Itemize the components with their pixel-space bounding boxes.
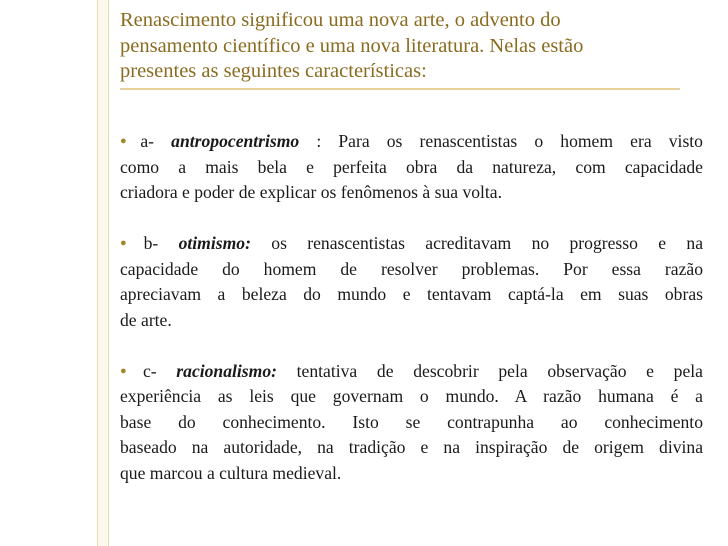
slide-body <box>120 129 703 512</box>
item-line: base do conhecimento. Isto se contrapunha ao conhecimento <box>120 411 703 432</box>
item-first-rest: : Para os renascentistas o homem era visto <box>299 131 703 151</box>
list-item-antropocentrismo <box>120 129 703 206</box>
list-item-racionalismo <box>120 359 703 487</box>
item-line: criadora e poder de explicar os fenômenos à sua volta. <box>120 182 503 202</box>
item-line: de arte. <box>120 309 172 330</box>
list-item-otimismo <box>120 231 703 333</box>
item-term: otimismo: <box>178 233 251 253</box>
slide-title <box>120 8 680 90</box>
item-first-line <box>120 359 703 385</box>
item-line: experiência as leis que governam o mundo. A razão humana é a <box>120 386 703 406</box>
title-line: Renascimento significou uma nova arte, o advento do <box>120 9 561 31</box>
item-prefix: b- <box>143 233 179 253</box>
item-first-rest: tentativa de descobrir pela observação e pela <box>276 360 703 381</box>
item-first-line <box>120 231 703 257</box>
bullet-icon: ● <box>120 237 143 249</box>
bullet-icon: ● <box>120 364 142 377</box>
item-line: apreciavam a beleza do mundo e tentavam captá-la em suas obras <box>120 284 703 304</box>
item-first-line <box>120 129 703 155</box>
item-term: antropocentrismo <box>171 131 300 151</box>
item-line: que marcou a cultura medieval. <box>120 462 342 483</box>
item-line: baseado na autoridade, na tradição e na inspiração de origem divina <box>120 437 703 457</box>
item-first-rest: os renascentistas acreditavam no progresso e na <box>250 233 703 253</box>
item-line: como a mais bela e perfeita obra da natureza, com capacidade <box>120 156 703 177</box>
title-line: pensamento científico e uma nova literatura. Nelas estão <box>120 34 584 57</box>
item-prefix: a- <box>140 131 172 151</box>
bullet-icon: ● <box>120 135 140 147</box>
item-line: capacidade do homem de resolver problemas. Por essa razão <box>120 258 703 279</box>
item-term: racionalismo: <box>176 360 277 381</box>
title-line: presentes as seguintes características: <box>120 60 427 83</box>
left-decorative-rule <box>97 0 109 546</box>
item-prefix: c- <box>142 360 177 381</box>
